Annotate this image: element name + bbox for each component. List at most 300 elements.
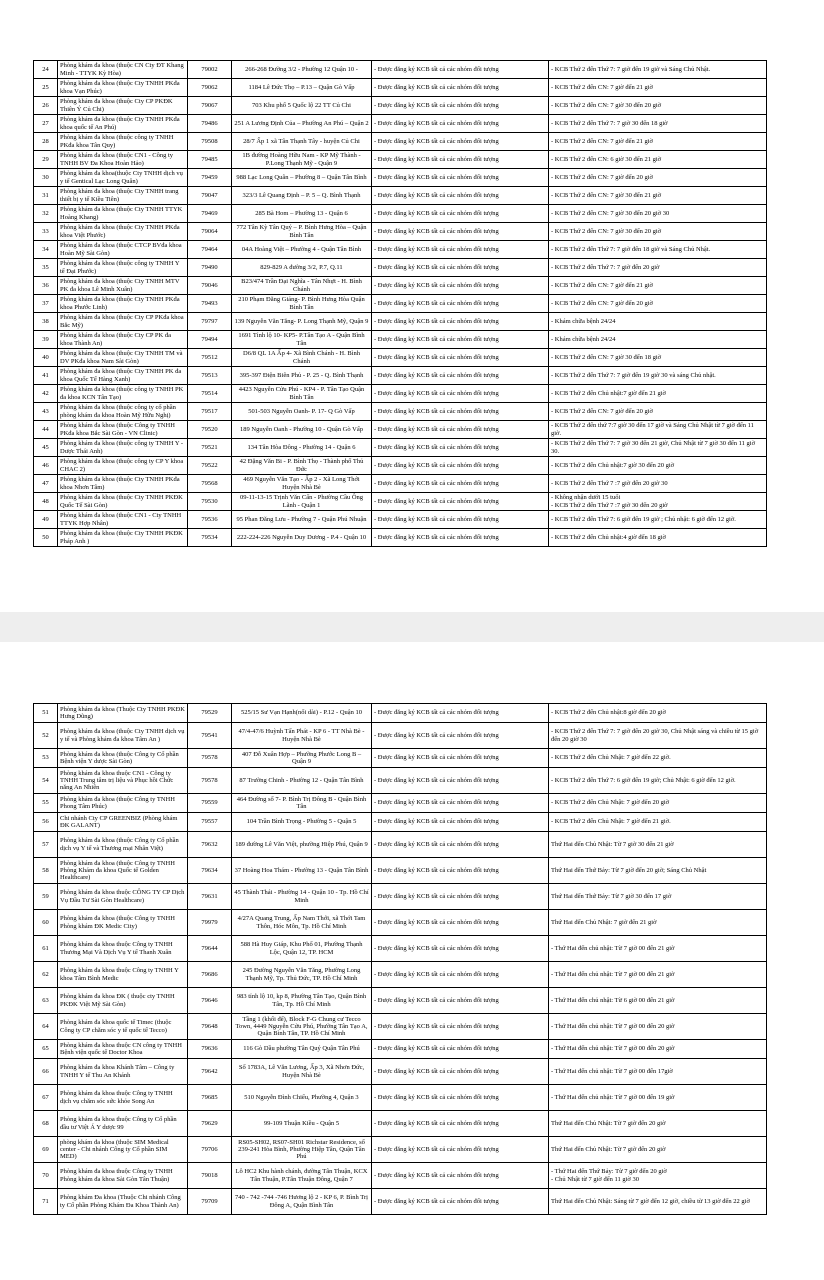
table-row [34, 241, 767, 259]
row-number: 69 [34, 1137, 58, 1163]
eligible-groups: - Được đăng ký KCB tất cả các nhóm đối tượng [372, 169, 549, 187]
working-hours: - KCB Thứ 2 đến Chủ nhật:7 giờ 30 đến 20 giờ [549, 457, 767, 475]
clinic-code: 79578 [188, 768, 232, 794]
table-row [34, 884, 767, 910]
clinic-name: Phòng khám đa khoa thuộc Công ty Cổ phần đầu tư Việt Á Y dược 99 [58, 1111, 188, 1137]
working-hours: - Khám chữa bệnh 24/24 [549, 331, 767, 349]
clinic-name: Phòng khám đa khoa(thuộc Cty TNHH dịch vụ y tế Gentical Lạc Long Quân) [58, 169, 188, 187]
clinic-code: 79459 [188, 169, 232, 187]
clinic-code: 79529 [188, 704, 232, 723]
clinic-address: 285 Bà Hom – Phường 13 - Quận 6 [232, 205, 372, 223]
eligible-groups: - Được đăng ký KCB tất cả các nhóm đối tượng [372, 988, 549, 1014]
working-hours: - Thứ Hai đến chủ nhật: Từ 7 giờ 00 đến 20 giờ [549, 1014, 767, 1040]
eligible-groups: - Được đăng ký KCB tất cả các nhóm đối tượng [372, 511, 549, 529]
row-number: 25 [34, 79, 58, 97]
row-number: 46 [34, 457, 58, 475]
working-hours: - KCB Thứ 2 đến CN: 7 giờ đến 20 giờ [549, 403, 767, 421]
working-hours: - KCB Thứ 2 đến CN: 6 giờ 30 đến 21 giờ [549, 151, 767, 169]
clinic-address: Số 1783A, Lê Văn Lương, Ấp 3, Xã Nhơn Đức, Huyện Nhà Bè [232, 1059, 372, 1085]
eligible-groups: - Được đăng ký KCB tất cả các nhóm đối tượng [372, 205, 549, 223]
clinic-address: 266-268 Đường 3/2 - Phường 12 Quận 10 - [232, 61, 372, 79]
clinic-address: 1691 Tỉnh lộ 10- KP5- P.Tân Tạo A - Quận Bình Tân [232, 331, 372, 349]
clinic-address: D6/8 QL 1A Ấp 4- Xã Bình Chánh - H. Bình Chánh [232, 349, 372, 367]
clinic-code: 79469 [188, 205, 232, 223]
working-hours: - KCB Thứ 2 đến CN: 7 giờ đến 20 giờ [549, 295, 767, 313]
table-row [34, 1014, 767, 1040]
clinic-name: Phòng khám đa khoa thuộc CN công ty TNHH Bệnh viện quốc tế Doctor Khoa [58, 1040, 188, 1059]
row-number: 41 [34, 367, 58, 385]
eligible-groups: - Được đăng ký KCB tất cả các nhóm đối tượng [372, 493, 549, 511]
clinic-code: 79513 [188, 367, 232, 385]
clinic-code: 79493 [188, 295, 232, 313]
clinic-address: 134 Tân Hòa Đông - Phường 14 - Quận 6 [232, 439, 372, 457]
row-number: 65 [34, 1040, 58, 1059]
eligible-groups: - Được đăng ký KCB tất cả các nhóm đối tượng [372, 61, 549, 79]
clinic-code: 79797 [188, 313, 232, 331]
eligible-groups: - Được đăng ký KCB tất cả các nhóm đối tượng [372, 457, 549, 475]
clinic-address: 222-224-226 Nguyễn Duy Dương - P.4 - Quận 10 [232, 529, 372, 547]
table-row [34, 813, 767, 832]
table-row [34, 768, 767, 794]
table-row [34, 439, 767, 457]
eligible-groups: - Được đăng ký KCB tất cả các nhóm đối tượng [372, 331, 549, 349]
eligible-groups: - Được đăng ký KCB tất cả các nhóm đối tượng [372, 768, 549, 794]
clinic-name: Phòng khám đa khoa (thuộc Cty TNHH MTV PK đa khoa Lê Minh Xuân) [58, 277, 188, 295]
clinic-address: 47/4-47/6 Huỳnh Tấn Phát - KP 6 - TT Nhà Bè - Huyện Nhà Bè [232, 723, 372, 749]
clinic-address: 464 Đường số 7- P. Bình Trị Đông B - Quận Bình Tân [232, 794, 372, 813]
clinic-code: 79634 [188, 858, 232, 884]
row-number: 48 [34, 493, 58, 511]
clinic-address: 116 Gò Dầu phường Tân Quý Quận Tân Phú [232, 1040, 372, 1059]
working-hours: - KCB Thứ 2 đến Thứ 7: 6 giờ đến 19 giờ; Chủ Nhật: 6 giờ đến 12 giờ. [549, 768, 767, 794]
row-number: 54 [34, 768, 58, 794]
row-number: 31 [34, 187, 58, 205]
working-hours: Thứ Hai đến Thứ Bảy: Từ 7 giờ 30 đến 17 giờ [549, 884, 767, 910]
clinic-code: 79002 [188, 61, 232, 79]
row-number: 55 [34, 794, 58, 813]
eligible-groups: - Được đăng ký KCB tất cả các nhóm đối tượng [372, 1014, 549, 1040]
clinic-name: Phòng khám đa khoa (thuộc CN Cty ĐT Khang Minh - TTYK Kỳ Hòa) [58, 61, 188, 79]
clinic-name: Phòng khám đa khoa thuộc Công ty TNHH Phòng khám đa khoa Sài Gòn Tân Thuận) [58, 1163, 188, 1189]
clinic-name: Phòng khám đa khoa (thuộc Cty TNHH PKđa khoa Phước Linh) [58, 295, 188, 313]
clinic-name: Phòng khám đa khoa (thuộc công ty TNHH PK đa khoa KCN Tân Tạo) [58, 385, 188, 403]
table-row [34, 910, 767, 936]
clinic-address: 1184 Lê Đức Thọ – P.13 – Quận Gò Vấp [232, 79, 372, 97]
working-hours: - KCB Thứ 2 đến Thứ 7: 7 giờ 30 đến 18 giờ [549, 115, 767, 133]
table-row [34, 277, 767, 295]
clinic-name: Phòng khám đa khoa (thuộc Công ty Cổ phần dịch vụ Y tế và Thương mại Nhân Việt) [58, 832, 188, 858]
table-row [34, 61, 767, 79]
row-number: 61 [34, 936, 58, 962]
eligible-groups: - Được đăng ký KCB tất cả các nhóm đối tượng [372, 259, 549, 277]
row-number: 39 [34, 331, 58, 349]
clinic-name: phòng khám đa khoa (thuộc SIM Medical center - Chi nhánh Công ty Cổ phần SIM MED) [58, 1137, 188, 1163]
table-row [34, 493, 767, 511]
table-row [34, 1111, 767, 1137]
table-row [34, 457, 767, 475]
clinic-address: 210 Phạm Đăng Giảng- P. Bình Hưng Hòa Quận Bình Tân [232, 295, 372, 313]
eligible-groups: - Được đăng ký KCB tất cả các nhóm đối tượng [372, 115, 549, 133]
clinic-code: 79642 [188, 1059, 232, 1085]
clinic-address: 45 Thành Thái - Phường 14 - Quận 10 - Tp. Hồ Chí Minh [232, 884, 372, 910]
row-number: 38 [34, 313, 58, 331]
row-number: 58 [34, 858, 58, 884]
clinic-code: 79644 [188, 936, 232, 962]
clinic-name: Phòng khám đa khoa (thuộc Cty CP PKĐK Thiên Ý Củ Chi) [58, 97, 188, 115]
eligible-groups: - Được đăng ký KCB tất cả các nhóm đối tượng [372, 1085, 549, 1111]
working-hours: - KCB Thứ 2 đến thứ 7:7 giờ 30 đến 17 giờ và Sáng Chủ Nhật từ 7 giờ đến 11 giờ. [549, 421, 767, 439]
clinic-name: Phòng khám đa khoa (thuộc Cty TNHH PKđa khoa Nhơn Tâm) [58, 475, 188, 493]
clinic-address: Lô HC2 Khu hành chánh, đường Tân Thuận, KCX Tân Thuận, P.Tân Thuận Đông, Quận 7 [232, 1163, 372, 1189]
eligible-groups: - Được đăng ký KCB tất cả các nhóm đối tượng [372, 962, 549, 988]
clinic-name: Phòng khám đa khoa (thuộc Công ty TNHH PKđa khoa Bắc Sài Gòn - VN Clinic) [58, 421, 188, 439]
clinic-name: Phòng khám đa khoa (thuộc CTCP BVđa khoa Hoàn Mỹ Sài Gòn) [58, 241, 188, 259]
eligible-groups: - Được đăng ký KCB tất cả các nhóm đối tượng [372, 910, 549, 936]
clinic-address: 501-503 Nguyễn Oanh- P. 17- Q Gò Vấp [232, 403, 372, 421]
clinic-name: Phòng khám đa khoa (thuộc công ty TNHH PKđa khoa Tân Quy) [58, 133, 188, 151]
working-hours: - Thứ Hai đến chủ nhật: Từ 7 giờ 00 đến 17giờ [549, 1059, 767, 1085]
table-row [34, 1040, 767, 1059]
row-number: 70 [34, 1163, 58, 1189]
table-row [34, 295, 767, 313]
eligible-groups: - Được đăng ký KCB tất cả các nhóm đối tượng [372, 421, 549, 439]
clinic-address: 772 Tân Kỳ Tân Quý – P. Bình Hưng Hòa – Quận Bình Tân [232, 223, 372, 241]
clinic-address: 42 Đặng Văn Bi - P. Bình Thọ - Thành phố Thủ Đức [232, 457, 372, 475]
clinic-address: 983 tỉnh lộ 10, kp 8, Phường Tân Tạo, Quận Bình Tân, Tp. Hồ Chí Minh [232, 988, 372, 1014]
document-page-2 [0, 642, 824, 1280]
clinic-address: 407 Đỗ Xuân Hợp – Phường Phước Long B – Quận 9 [232, 749, 372, 768]
table-row [34, 1189, 767, 1215]
clinic-name: Phòng khám đa khoa ĐK ( thuộc cty TNHH PKĐK Việt Mỹ Sài Gòn) [58, 988, 188, 1014]
table-row [34, 858, 767, 884]
clinic-code: 79530 [188, 493, 232, 511]
working-hours: - KCB Thứ 2 đến Thứ 7: 7 giờ đến 20 giờ 30, Chủ Nhật sáng và chiều từ 15 giờ đến 20 giờ 30 [549, 723, 767, 749]
table-row [34, 133, 767, 151]
clinic-name: Phòng khám đa khoa thuộc Công ty TNHH Y khoa Tâm Bình Medic [58, 962, 188, 988]
clinic-name: Phòng khám đa khoa thuộc Công ty TNHH dịch vụ chăm sóc sức khỏe Song An [58, 1085, 188, 1111]
clinic-code: 79512 [188, 349, 232, 367]
clinic-name: Phòng khám đa khoa thuộc CÔNG TY CP Dịch Vụ Đầu Tư Sài Gòn Healthcare) [58, 884, 188, 910]
clinic-address: 189 đường Lê Văn Việt, phường Hiệp Phú, Quận 9 [232, 832, 372, 858]
eligible-groups: - Được đăng ký KCB tất cả các nhóm đối tượng [372, 223, 549, 241]
table-row [34, 421, 767, 439]
clinic-name: Phòng khám đa khoa quốc tế Timec (thuộc Công ty CP chăm sóc y tế quốc tế Tecco) [58, 1014, 188, 1040]
row-number: 52 [34, 723, 58, 749]
clinic-name: Phòng khám đa khoa (thuộc công ty TNHH Y - Dược Thái Anh) [58, 439, 188, 457]
table-row [34, 832, 767, 858]
working-hours: Thứ Hai đến Chủ Nhật: Từ 7 giờ 30 đến 21 giờ [549, 832, 767, 858]
clinic-code: 79631 [188, 884, 232, 910]
eligible-groups: - Được đăng ký KCB tất cả các nhóm đối tượng [372, 187, 549, 205]
clinic-code: 79521 [188, 439, 232, 457]
working-hours: - KCB Thứ 2 đến Chủ Nhật: 7 giờ đến 21 giờ. [549, 813, 767, 832]
working-hours: - Thứ Hai đến chủ nhật: Từ 6 giờ 00 đến 21 giờ [549, 988, 767, 1014]
eligible-groups: - Được đăng ký KCB tất cả các nhóm đối tượng [372, 151, 549, 169]
clinic-code: 79686 [188, 962, 232, 988]
row-number: 53 [34, 749, 58, 768]
clinic-address: 988 Lạc Long Quân – Phường 8 – Quận Tân Bình [232, 169, 372, 187]
eligible-groups: - Được đăng ký KCB tất cả các nhóm đối tượng [372, 813, 549, 832]
working-hours: - KCB Thứ 2 đến Thứ 7: 7 giờ đến 18 giờ và Sáng Chủ Nhật. [549, 241, 767, 259]
clinic-name: Phòng khám đa khoa (thuộc Công ty TNHH Phòng khám ĐK Medic City) [58, 910, 188, 936]
clinic-name: Phòng khám đa khoa (thuộc Cty TNHH PKđa khoa quốc tế An Phú) [58, 115, 188, 133]
eligible-groups: - Được đăng ký KCB tất cả các nhóm đối tượng [372, 1189, 549, 1215]
clinic-address: 251 A Lương Định Của – Phường An Phú – Quận 2 [232, 115, 372, 133]
eligible-groups: - Được đăng ký KCB tất cả các nhóm đối tượng [372, 884, 549, 910]
clinic-code: 79568 [188, 475, 232, 493]
clinic-code: 79559 [188, 794, 232, 813]
eligible-groups: - Được đăng ký KCB tất cả các nhóm đối tượng [372, 832, 549, 858]
working-hours: - KCB Thứ 2 đến Chủ Nhật: 7 giờ đến 22 giờ. [549, 749, 767, 768]
clinic-code: 79536 [188, 511, 232, 529]
clinic-name: Phòng khám đa khoa thuộc Công ty TNHH Thương Mại Và Dịch Vụ Y tế Thanh Xuân [58, 936, 188, 962]
working-hours: - KCB Thứ 2 đến CN: 7 giờ 30 đến 20 giờ 30 [549, 205, 767, 223]
eligible-groups: - Được đăng ký KCB tất cả các nhóm đối tượng [372, 1040, 549, 1059]
working-hours: - Thứ Hai đến Thứ Bảy: Từ 7 giờ đến 20 giờ - Chủ Nhật từ 7 giờ đến 11 giờ 30 [549, 1163, 767, 1189]
working-hours: - KCB Thứ 2 đến CN: 7 giờ 30 đến 18 giờ [549, 349, 767, 367]
clinic-address: 87 Trường Chinh - Phường 12 - Quận Tân Bình [232, 768, 372, 794]
row-number: 40 [34, 349, 58, 367]
clinic-name: Phòng khám đa khoa (thuộc CN1 - Công ty TNHH BV Đa Khoa Hoàn Hảo) [58, 151, 188, 169]
working-hours: - KCB Thứ 2 đến Chủ nhật:7 giờ đến 21 giờ [549, 385, 767, 403]
clinic-name: Phòng khám đa khoa (thuộc công ty cổ phần phòng khám đa khoa Hoàn Mỹ Hữu Nghị) [58, 403, 188, 421]
clinic-address: 245 Đường Nguyễn Văn Tăng, Phường Long Thạnh Mỹ, Tp. Thủ Đức, TP. Hồ Chí Minh [232, 962, 372, 988]
clinic-address: 4/27A Quang Trung, Ấp Nam Thới, xã Thới Tam Thôn, Hóc Môn, Tp. Hồ Chí Minh [232, 910, 372, 936]
eligible-groups: - Được đăng ký KCB tất cả các nhóm đối tượng [372, 723, 549, 749]
table-row [34, 223, 767, 241]
working-hours: - KCB Thứ 2 đến Thứ 7 :7 giờ đến 20 giờ 30 [549, 475, 767, 493]
table-row [34, 511, 767, 529]
eligible-groups: - Được đăng ký KCB tất cả các nhóm đối tượng [372, 1111, 549, 1137]
eligible-groups: - Được đăng ký KCB tất cả các nhóm đối tượng [372, 79, 549, 97]
table-row [34, 962, 767, 988]
table-row [34, 794, 767, 813]
clinic-name: Phòng khám đa khoa (thuộc Cty TNHH dịch vụ y tế và Phòng khám đa khoa Tâm An ) [58, 723, 188, 749]
eligible-groups: - Được đăng ký KCB tất cả các nhóm đối tượng [372, 1059, 549, 1085]
table-row [34, 169, 767, 187]
row-number: 43 [34, 403, 58, 421]
row-number: 30 [34, 169, 58, 187]
working-hours: - KCB Thứ 2 đến CN: 7 giờ đến 21 giờ [549, 79, 767, 97]
row-number: 37 [34, 295, 58, 313]
table-row [34, 475, 767, 493]
row-number: 60 [34, 910, 58, 936]
clinic-address: 04A Hoàng Việt – Phường 4 - Quận Tân Bình [232, 241, 372, 259]
clinic-address: RS05-SH02, RS07-SH01 Richstar Residence, số 239-241 Hòa Bình, Phường Hiệp Tân, Quận Tân Phú [232, 1137, 372, 1163]
working-hours: - Không nhận dưới 15 tuổi - KCB Thứ 2 đến Thứ 7 :7 giờ 30 đến 20 giờ [549, 493, 767, 511]
working-hours: - KCB Thứ 2 đến Thứ 7: 7 giờ đến 19 giờ 30 và sáng Chủ nhật. [549, 367, 767, 385]
clinic-code: 79047 [188, 187, 232, 205]
working-hours: - Thứ Hai đến chủ nhật: Từ 7 giờ 00 đến 21 giờ [549, 936, 767, 962]
clinic-code: 79064 [188, 223, 232, 241]
table-row [34, 385, 767, 403]
clinic-name: Phòng khám đa khoa (thuộc Cty TNHH TM và DV PKđa khoa Nam Sài Gòn) [58, 349, 188, 367]
table-row [34, 529, 767, 547]
clinic-code: 79629 [188, 1111, 232, 1137]
row-number: 27 [34, 115, 58, 133]
clinic-code: 79490 [188, 259, 232, 277]
working-hours: - KCB Thứ 2 đến CN: 7 giờ đến 21 giờ [549, 133, 767, 151]
working-hours: - KCB Thứ 2 đến CN: 7 giờ 30 đến 20 giờ [549, 97, 767, 115]
clinic-name: Phòng khám đa khoa (thuộc Công ty TNHH Phòng Khám đa khoa Quốc tế Golden Healthcare) [58, 858, 188, 884]
table-row [34, 331, 767, 349]
working-hours: Thứ Hai đến Chủ Nhật: Từ 7 giờ đến 20 giờ [549, 1111, 767, 1137]
working-hours: - KCB Thứ 2 đến CN: 7 giờ đến 20 giờ [549, 169, 767, 187]
clinic-name: Phòng khám đa khoa (thuộc Cty TNHH trang thiết bị y tế Kiều Tiên) [58, 187, 188, 205]
clinic-name: Phòng khám đa khoa (thuộc Công ty TNHH Phong Tâm Phúc) [58, 794, 188, 813]
table-row [34, 367, 767, 385]
working-hours: Thứ Hai đến Thứ Bảy: Từ 7 giờ đến 20 giờ; Sáng Chủ Nhật [549, 858, 767, 884]
row-number: 33 [34, 223, 58, 241]
clinic-address: 469 Nguyễn Văn Tạo - Ấp 2 - Xã Long Thới Huyện Nhà Bè [232, 475, 372, 493]
clinic-address: 829-829 A đường 3/2, P.7, Q.11 [232, 259, 372, 277]
clinic-address: 525/15 Sư Vạn Hạnh(nối dài) - P.12 - Quận 10 [232, 704, 372, 723]
clinic-address: Tầng 1 (khối đế), Block F-G Chung cư Tecco Town, 4449 Nguyễn Cửu Phú, Phường Tân Tạo A, Quận Bình Tân, TP. Hồ Chí Minh [232, 1014, 372, 1040]
clinic-name: Phòng khám đa khoa (thuộc công ty TNHH Y tế Đại Phước) [58, 259, 188, 277]
table-row [34, 704, 767, 723]
working-hours: - KCB Thứ 2 đến Chủ Nhật: 7 giờ đến 20 giờ [549, 794, 767, 813]
clinic-address: B23/474 Trần Đại Nghĩa - Tân Nhựt - H. Bình Chánh [232, 277, 372, 295]
row-number: 68 [34, 1111, 58, 1137]
clinic-table-page-1 [33, 60, 767, 547]
row-number: 62 [34, 962, 58, 988]
clinic-address: 189 Nguyễn Oanh - Phường 10 - Quận Gò Vấp [232, 421, 372, 439]
clinic-code: 79018 [188, 1163, 232, 1189]
working-hours: - KCB Thứ 2 đến Thứ 7: 7 giờ 30 đến 21 giờ, Chủ Nhật từ 7 giờ 30 đến 11 giờ 30. [549, 439, 767, 457]
row-number: 26 [34, 97, 58, 115]
working-hours: - KCB Thứ 2 đến Thứ 7: 6 giờ đến 19 giờ ; Chủ nhật: 6 giờ đến 12 giờ. [549, 511, 767, 529]
eligible-groups: - Được đăng ký KCB tất cả các nhóm đối tượng [372, 295, 549, 313]
clinic-address: 139 Nguyễn Văn Tăng- P. Long Thạnh Mỹ, Quận 9 [232, 313, 372, 331]
clinic-name: Phòng khám Đa khoa (Thuộc Chi nhánh Công ty Cổ phần Phòng Khám Đa Khoa Thành An) [58, 1189, 188, 1215]
clinic-code: 79514 [188, 385, 232, 403]
clinic-address: 703 Khu phố 5 Quốc lộ 22 TT Củ Chi [232, 97, 372, 115]
row-number: 59 [34, 884, 58, 910]
clinic-name: Phòng khám đa khoa (thuộc Cty CP PKđa khoa Bắc Mỹ) [58, 313, 188, 331]
row-number: 50 [34, 529, 58, 547]
eligible-groups: - Được đăng ký KCB tất cả các nhóm đối tượng [372, 529, 549, 547]
table-row [34, 151, 767, 169]
row-number: 57 [34, 832, 58, 858]
clinic-address: 28/7 Ấp 1 xã Tân Thạnh Tây - huyện Củ Chi [232, 133, 372, 151]
clinic-code: 79508 [188, 133, 232, 151]
clinic-address: 4423 Nguyễn Cửu Phú - KP4 - P. Tân Tạo Quận Bình Tân [232, 385, 372, 403]
clinic-address: 510 Nguyễn Đình Chiểu, Phường 4, Quận 3 [232, 1085, 372, 1111]
row-number: 56 [34, 813, 58, 832]
row-number: 42 [34, 385, 58, 403]
table-row [34, 115, 767, 133]
clinic-code: 79517 [188, 403, 232, 421]
clinic-code: 79541 [188, 723, 232, 749]
clinic-name: Phòng khám đa khoa (thuộc Cty TNHH PKđa khoa Vạn Phúc) [58, 79, 188, 97]
working-hours: - KCB Thứ 2 đến Thứ 7: 7 giờ đến 20 giờ [549, 259, 767, 277]
row-number: 29 [34, 151, 58, 169]
row-number: 63 [34, 988, 58, 1014]
eligible-groups: - Được đăng ký KCB tất cả các nhóm đối tượng [372, 97, 549, 115]
row-number: 35 [34, 259, 58, 277]
clinic-code: 79520 [188, 421, 232, 439]
table-row [34, 187, 767, 205]
clinic-address: 740 - 742 -744 -746 Hương lộ 2 - KP 6, P. Bình Trị Đông A, Quận Bình Tân [232, 1189, 372, 1215]
clinic-code: 79534 [188, 529, 232, 547]
clinic-code: 79979 [188, 910, 232, 936]
clinic-name: Phòng khám đa khoa thuộc CN1 - Công ty TNHH Trung tâm trị liệu và Phục hồi Chức năng An Nhiên [58, 768, 188, 794]
clinic-code: 79685 [188, 1085, 232, 1111]
eligible-groups: - Được đăng ký KCB tất cả các nhóm đối tượng [372, 349, 549, 367]
clinic-address: 104 Trần Bình Trọng - Phường 5 - Quận 5 [232, 813, 372, 832]
eligible-groups: - Được đăng ký KCB tất cả các nhóm đối tượng [372, 936, 549, 962]
clinic-name: Phòng khám đa khoa (thuộc CN1 - Cty TNHH TTYK Hợp Nhân) [58, 511, 188, 529]
table-row [34, 1085, 767, 1111]
clinic-name: Phòng khám đa khoa (thuộc Cty TNHH TTYK Hoàng Khang) [58, 205, 188, 223]
eligible-groups: - Được đăng ký KCB tất cả các nhóm đối tượng [372, 277, 549, 295]
table-row [34, 403, 767, 421]
clinic-code: 79522 [188, 457, 232, 475]
eligible-groups: - Được đăng ký KCB tất cả các nhóm đối tượng [372, 1137, 549, 1163]
working-hours: Thứ Hai đến Chủ Nhật: 7 giờ đến 21 giờ [549, 910, 767, 936]
row-number: 64 [34, 1014, 58, 1040]
working-hours: - Thứ Hai đến chủ nhật: Từ 7 giờ 00 đến 19 giờ [549, 1085, 767, 1111]
clinic-code: 79486 [188, 115, 232, 133]
row-number: 45 [34, 439, 58, 457]
clinic-code: 79578 [188, 749, 232, 768]
row-number: 47 [34, 475, 58, 493]
working-hours: - KCB Thứ 2 đến Thứ 7: 7 giờ đến 19 giờ và Sáng Chủ Nhật. [549, 61, 767, 79]
eligible-groups: - Được đăng ký KCB tất cả các nhóm đối tượng [372, 794, 549, 813]
row-number: 67 [34, 1085, 58, 1111]
clinic-name: Phòng khám đa khoa (thuộc Công ty Cổ phần Bệnh viện Y dược Sài Gòn) [58, 749, 188, 768]
eligible-groups: - Được đăng ký KCB tất cả các nhóm đối tượng [372, 749, 549, 768]
eligible-groups: - Được đăng ký KCB tất cả các nhóm đối tượng [372, 1163, 549, 1189]
clinic-code: 79648 [188, 1014, 232, 1040]
eligible-groups: - Được đăng ký KCB tất cả các nhóm đối tượng [372, 385, 549, 403]
clinic-name: Phòng khám đa khoa Khánh Tâm – Công ty TNHH Y tế Thu An Khánh [58, 1059, 188, 1085]
row-number: 28 [34, 133, 58, 151]
working-hours: - Khám chữa bệnh 24/24 [549, 313, 767, 331]
clinic-address: 395-397 Điện Biên Phủ - P. 25 - Q. Bình Thạnh [232, 367, 372, 385]
clinic-address: 95 Phan Đăng Lưu - Phường 7 - Quận Phú Nhuận [232, 511, 372, 529]
eligible-groups: - Được đăng ký KCB tất cả các nhóm đối tượng [372, 241, 549, 259]
table-row [34, 936, 767, 962]
document-page-1 [0, 0, 824, 612]
table-row [34, 313, 767, 331]
clinic-address: 588 Hà Huy Giáp, Khu Phố 01, Phường Thạnh Lộc, Quận 12, TP. HCM [232, 936, 372, 962]
working-hours: Thứ Hai đến Chủ Nhật: Sáng từ 7 giờ đến 12 giờ, chiều từ 13 giờ đến 22 giờ [549, 1189, 767, 1215]
clinic-name: Phòng khám đa khoa (thuộc Cty TNHH PKĐK Quốc Tế Sài Gòn) [58, 493, 188, 511]
clinic-code: 79046 [188, 277, 232, 295]
working-hours: - KCB Thứ 2 đến Chủ nhật:4 giờ đến 18 giờ [549, 529, 767, 547]
clinic-code: 79557 [188, 813, 232, 832]
table-row [34, 1059, 767, 1085]
row-number: 49 [34, 511, 58, 529]
working-hours: - KCB Thứ 2 đến Chủ nhật:8 giờ đến 20 giờ [549, 704, 767, 723]
eligible-groups: - Được đăng ký KCB tất cả các nhóm đối tượng [372, 475, 549, 493]
working-hours: - KCB Thứ 2 đến CN: 7 giờ 30 đến 21 giờ [549, 187, 767, 205]
row-number: 24 [34, 61, 58, 79]
eligible-groups: - Được đăng ký KCB tất cả các nhóm đối tượng [372, 133, 549, 151]
row-number: 32 [34, 205, 58, 223]
clinic-code: 79636 [188, 1040, 232, 1059]
eligible-groups: - Được đăng ký KCB tất cả các nhóm đối tượng [372, 439, 549, 457]
clinic-code: 79706 [188, 1137, 232, 1163]
table-row [34, 988, 767, 1014]
clinic-code: 79709 [188, 1189, 232, 1215]
clinic-address: 1B đường Hoàng Hữu Nam - KP Mỹ Thành - P.Long Thạnh Mỹ - Quận 9 [232, 151, 372, 169]
eligible-groups: - Được đăng ký KCB tất cả các nhóm đối tượng [372, 858, 549, 884]
working-hours: - Thứ Hai đến chủ nhật: Từ 7 giờ 00 đến 21 giờ [549, 962, 767, 988]
table-row [34, 349, 767, 367]
row-number: 51 [34, 704, 58, 723]
